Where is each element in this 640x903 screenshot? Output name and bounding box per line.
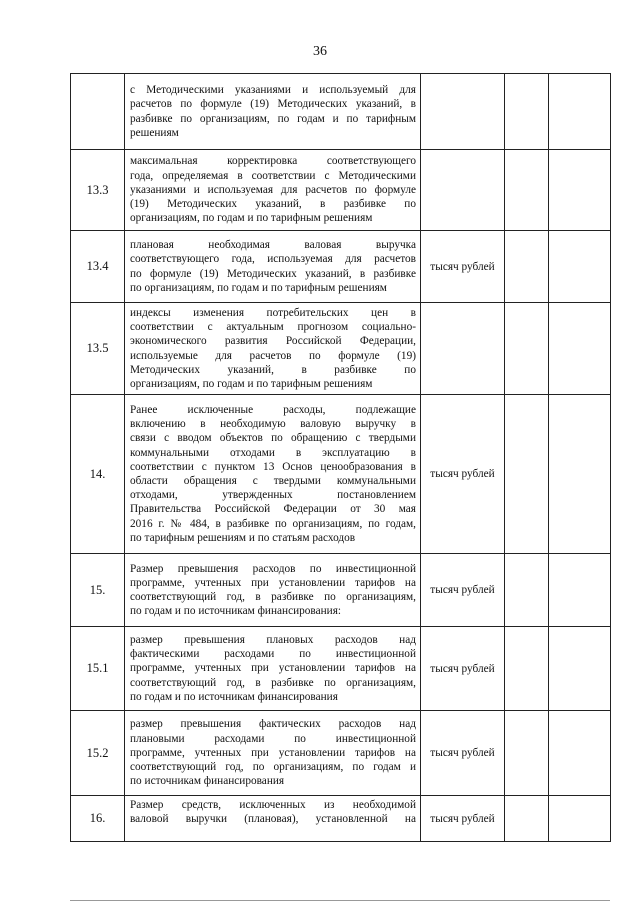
unit-cell: тысяч рублей [421, 796, 505, 842]
unit-cell: тысяч рублей [421, 395, 505, 554]
description-line: по организациям, по годам и по тарифным решениям [130, 281, 387, 294]
empty-cell [549, 554, 611, 627]
description-line: соответствии с пунктом 13 Основ ценообразования в [130, 460, 416, 473]
table-row [71, 231, 611, 303]
description-line: связи с вводом объектов по обращению с твердыми [130, 432, 416, 445]
description-line: разбивке по организациям, по годам и по тарифным [130, 112, 416, 125]
description-line: программе, учтенных при установлении тарифов на [130, 576, 416, 589]
indicator-description-cell [125, 231, 421, 303]
table-row [71, 303, 611, 395]
description-line: организациям, по годам и по тарифным решениям [130, 212, 373, 225]
empty-cell [505, 554, 549, 627]
indicators-table [70, 73, 611, 842]
row-number-cell: 13.5 [71, 303, 125, 395]
empty-cell [549, 303, 611, 395]
unit-cell [421, 150, 505, 231]
description-line: года, определяемая в соответствии с Методическими [130, 169, 416, 182]
row-number-cell: 16. [71, 796, 125, 842]
description-line: решениям [130, 126, 179, 139]
description-line: организациям, по годам и по тарифным решениям [130, 377, 373, 390]
description-line: 2016 г. № 484, в разбивке по организациям, по годам, [130, 517, 416, 530]
empty-cell [549, 74, 611, 150]
description-line: плановая необходимая валовая выручка [130, 239, 416, 252]
indicator-description-cell [125, 150, 421, 231]
indicator-description-cell [125, 796, 421, 842]
description-line: Ранее исключенные расходы, подлежащие [130, 403, 416, 416]
empty-cell [505, 627, 549, 711]
empty-cell [505, 395, 549, 554]
indicator-description-cell [125, 627, 421, 711]
description-line: размер превышения плановых расходов над [130, 633, 416, 646]
description-line: Размер средств, исключенных из необходимой [130, 799, 416, 811]
row-number-cell: 15.2 [71, 711, 125, 796]
table-row [71, 395, 611, 554]
description-line: валовой выручки (плановая), установленной на [130, 813, 416, 826]
empty-cell [505, 711, 549, 796]
description-line: области обращения с твердыми коммунальными [130, 475, 416, 487]
row-number-cell: 13.3 [71, 150, 125, 231]
table-row [71, 796, 611, 842]
unit-cell: тысяч рублей [421, 627, 505, 711]
description-line: Размер превышения расходов по инвестиционной [130, 562, 416, 575]
description-line: плановыми расходами по инвестиционной [130, 732, 416, 745]
empty-cell [549, 150, 611, 231]
empty-cell [549, 711, 611, 796]
description-line: программе, учтенных при установлении тарифов на [130, 746, 416, 759]
unit-cell: тысяч рублей [421, 711, 505, 796]
description-line: соответствующий год, в разбивке по организациям, [130, 591, 416, 603]
empty-cell [549, 231, 611, 303]
empty-cell [505, 303, 549, 395]
description-line: размер превышения фактических расходов над [130, 718, 416, 731]
empty-cell [549, 395, 611, 554]
unit-cell [421, 303, 505, 395]
table-row [71, 150, 611, 231]
description-line: фактическими расходами по инвестиционной [130, 648, 416, 661]
page-bottom-edge [70, 900, 610, 901]
empty-cell [549, 627, 611, 711]
description-line: отходами, утвержденных постановлением [130, 489, 416, 502]
row-number-cell [71, 74, 125, 150]
description-line: указаниями и используемая для расчетов по формуле [130, 183, 416, 196]
empty-cell [549, 796, 611, 842]
description-line: расчетов по формуле (19) Методических указаний, в [130, 98, 416, 111]
page-number: 36 [313, 44, 327, 59]
indicator-description-cell [125, 74, 421, 150]
table-row [71, 627, 611, 711]
description-line: по формуле (19) Методических указаний, в разбивке [130, 267, 416, 280]
table-row [71, 711, 611, 796]
description-line: программе, учтенных при установлении тарифов на [130, 662, 416, 675]
indicator-description-cell [125, 711, 421, 796]
indicator-description-cell [125, 395, 421, 554]
description-line: с Методическими указаниями и используемый для [130, 84, 416, 97]
description-line: (19) Методических указаний, в разбивке по [130, 198, 416, 211]
description-line: соответствии с актуальным прогнозом социально- [130, 321, 416, 334]
indicator-description-cell [125, 303, 421, 395]
empty-cell [505, 231, 549, 303]
empty-cell [505, 150, 549, 231]
description-line: индексы изменения потребительских цен в [130, 306, 416, 319]
unit-cell: тысяч рублей [421, 554, 505, 627]
description-line: соответствующий год, по организациям, по годам и [130, 761, 416, 774]
description-line: по источникам финансирования [130, 775, 285, 788]
description-line: максимальная корректировка соответствующего [130, 155, 416, 168]
row-number-cell: 15. [71, 554, 125, 627]
description-line: Методических указаний, в разбивке по [130, 363, 416, 376]
description-line: коммунальными отходами в эксплуатацию в [130, 446, 416, 459]
table-row [71, 554, 611, 627]
description-line: соответствующий год, в разбивке по организациям, [130, 676, 416, 689]
unit-cell [421, 74, 505, 150]
row-number-cell: 14. [71, 395, 125, 554]
description-line: по годам и по источникам финансирования [130, 690, 338, 703]
unit-cell: тысяч рублей [421, 231, 505, 303]
description-line: соответствующего года, используемая для расчетов [130, 253, 416, 266]
empty-cell [505, 796, 549, 842]
empty-cell [505, 74, 549, 150]
description-line: включению в необходимую валовую выручку в [130, 418, 416, 431]
indicator-description-cell [125, 554, 421, 627]
table-row [71, 74, 611, 150]
description-line: используемые для расчетов по формуле (19) [130, 349, 416, 362]
description-line: по годам и по источникам финансирования: [130, 605, 342, 618]
row-number-cell: 15.1 [71, 627, 125, 711]
description-line: по тарифным решениям и по статьям расходов [130, 531, 356, 544]
description-line: Правительства Российской Федерации от 30 мая [130, 503, 416, 516]
row-number-cell: 13.4 [71, 231, 125, 303]
description-line: экономического развития Российской Федерации, [130, 335, 416, 348]
